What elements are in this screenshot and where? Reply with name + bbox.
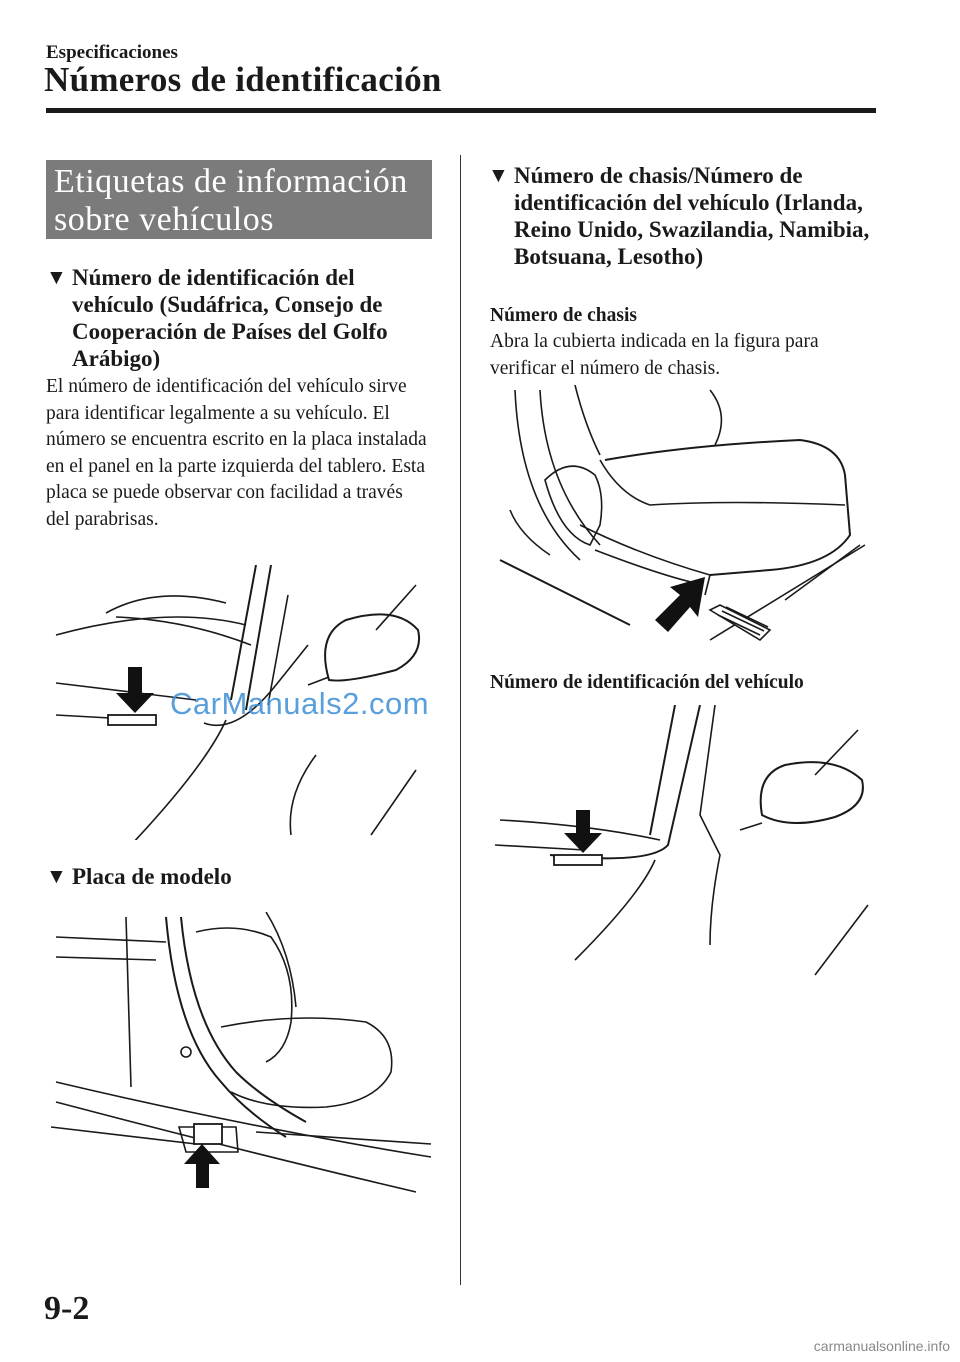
- title-rule: [46, 108, 876, 113]
- vin-dashboard-figure-right: [490, 705, 880, 980]
- vin-caption: Número de identificación del vehículo: [490, 672, 804, 693]
- down-triangle-icon: ▼: [46, 864, 67, 888]
- chassis-heading: [488, 162, 888, 270]
- model-plate-figure: [46, 912, 438, 1202]
- vin-heading-text: Número de identificación del vehículo (Sudáfrica, Consejo de Cooperación de Países del Golfo Arábigo): [72, 265, 388, 371]
- watermark: CarManuals2.com: [170, 686, 430, 721]
- chassis-subheading: Número de chasis: [490, 305, 637, 326]
- arrow-icon: [564, 810, 602, 853]
- down-triangle-icon: ▼: [488, 163, 509, 187]
- arrow-icon: [116, 667, 154, 713]
- section-label: Especificaciones: [46, 42, 178, 63]
- arrow-icon: [184, 1144, 220, 1188]
- page-number: 9-2: [44, 1290, 90, 1327]
- page-title: Números de identificación: [44, 60, 442, 99]
- chassis-body: Abra la cubierta indicada en la figura para verificar el número de chasis.: [490, 331, 819, 379]
- chassis-heading-text: Número de chasis/Número de identificación del vehículo (Irlanda, Reino Unido, Swazilandia, Namibia, Botsuana, Lesotho): [514, 163, 870, 269]
- arrow-icon: [655, 577, 705, 632]
- chassis-seat-figure: [490, 385, 880, 650]
- model-plate-heading-text: Placa de modelo: [72, 864, 232, 889]
- footer-site: carmanualsonline.info: [813, 1338, 950, 1354]
- section-banner: Etiquetas de información sobre vehículos: [46, 160, 432, 239]
- vin-body: El número de identificación del vehículo sirve para identificar legalmente a su vehículo. El número se encuentra escrito en la placa instalada en el panel en la parte izquierda del tablero. Esta placa se puede observar con facilidad a través del parabrisas.: [46, 376, 427, 530]
- column-divider: [460, 155, 461, 1285]
- model-plate-heading: [46, 863, 436, 890]
- down-triangle-icon: ▼: [46, 265, 67, 289]
- vin-heading: [46, 264, 436, 372]
